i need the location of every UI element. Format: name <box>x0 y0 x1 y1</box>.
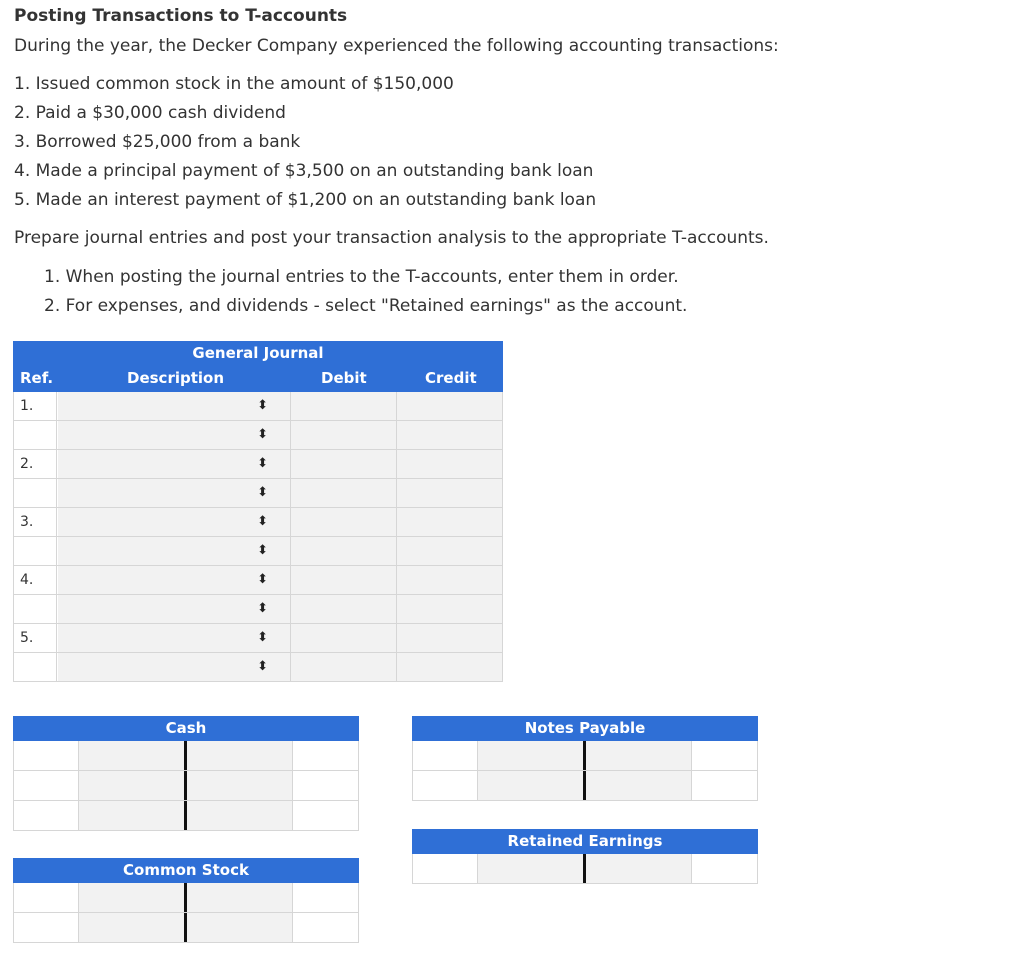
credit-ref-input[interactable] <box>293 801 359 830</box>
credit-input[interactable] <box>397 392 503 420</box>
journal-row <box>13 595 503 624</box>
journal-ref <box>13 595 57 623</box>
t-account-title: Retained Earnings <box>412 829 758 854</box>
t-account-notes-payable <box>412 716 758 801</box>
transaction-5: 5. Made an interest payment of $1,200 on an outstanding bank loan <box>14 190 597 210</box>
credit-input[interactable] <box>397 624 503 652</box>
credit-input[interactable] <box>397 537 503 565</box>
t-account-cash <box>13 716 359 831</box>
debit-amount-input[interactable] <box>478 741 584 770</box>
account-select[interactable] <box>58 450 291 478</box>
credit-ref-input[interactable] <box>692 854 758 883</box>
credit-amount-input[interactable] <box>185 741 293 770</box>
t-account-title: Common Stock <box>13 858 359 883</box>
journal-header <box>13 341 503 392</box>
credit-amount-input[interactable] <box>584 741 692 770</box>
credit-ref-input[interactable] <box>692 771 758 800</box>
account-select[interactable] <box>58 392 291 420</box>
col-debit: Debit <box>321 369 367 387</box>
debit-ref-input[interactable] <box>412 854 478 883</box>
credit-input[interactable] <box>397 653 503 681</box>
credit-input[interactable] <box>397 508 503 536</box>
credit-amount-input[interactable] <box>185 801 293 830</box>
journal-row <box>13 537 503 566</box>
t-account-row <box>13 771 359 801</box>
debit-input[interactable] <box>291 653 397 681</box>
debit-input[interactable] <box>291 421 397 449</box>
debit-input[interactable] <box>291 450 397 478</box>
t-divider <box>184 883 187 912</box>
credit-input[interactable] <box>397 595 503 623</box>
journal-row <box>13 653 503 682</box>
journal-caption: General Journal <box>192 344 324 362</box>
journal-row <box>13 566 503 595</box>
account-select[interactable] <box>58 566 291 594</box>
journal-row <box>13 392 503 421</box>
t-account-row <box>412 854 758 884</box>
sort-arrows-icon: ⬍ <box>257 485 268 500</box>
debit-amount-input[interactable] <box>79 741 185 770</box>
account-select[interactable] <box>58 653 291 681</box>
sort-arrows-icon: ⬍ <box>257 543 268 558</box>
debit-ref-input[interactable] <box>13 801 79 830</box>
sort-arrows-icon: ⬍ <box>257 601 268 616</box>
account-select[interactable] <box>58 479 291 507</box>
sort-arrows-icon: ⬍ <box>257 659 268 674</box>
debit-input[interactable] <box>291 595 397 623</box>
general-journal-table <box>13 341 503 682</box>
journal-ref: 2. <box>13 450 57 478</box>
credit-input[interactable] <box>397 479 503 507</box>
credit-amount-input[interactable] <box>185 771 293 800</box>
t-divider <box>184 913 187 942</box>
credit-amount-input[interactable] <box>584 771 692 800</box>
instruction-text: Prepare journal entries and post your transaction analysis to the appropriate T-accounts. <box>14 228 769 248</box>
col-ref: Ref. <box>20 369 54 387</box>
t-account-row <box>412 741 758 771</box>
transaction-3: 3. Borrowed $25,000 from a bank <box>14 132 301 152</box>
transaction-4: 4. Made a principal payment of $3,500 on an outstanding bank loan <box>14 161 594 181</box>
journal-ref <box>13 479 57 507</box>
debit-ref-input[interactable] <box>13 883 79 912</box>
debit-input[interactable] <box>291 537 397 565</box>
debit-amount-input[interactable] <box>79 801 185 830</box>
credit-input[interactable] <box>397 566 503 594</box>
t-account-row <box>13 883 359 913</box>
col-credit: Credit <box>425 369 477 387</box>
journal-row <box>13 421 503 450</box>
journal-ref: 1. <box>13 392 57 420</box>
journal-ref: 5. <box>13 624 57 652</box>
account-select[interactable] <box>58 595 291 623</box>
debit-input[interactable] <box>291 508 397 536</box>
credit-ref-input[interactable] <box>692 741 758 770</box>
credit-ref-input[interactable] <box>293 741 359 770</box>
t-divider <box>583 741 586 770</box>
debit-amount-input[interactable] <box>79 913 185 942</box>
account-select[interactable] <box>58 508 291 536</box>
t-divider <box>184 801 187 830</box>
t-account-title: Cash <box>13 716 359 741</box>
page-title: Posting Transactions to T-accounts <box>14 6 348 26</box>
account-select[interactable] <box>58 624 291 652</box>
note-2: 2. For expenses, and dividends - select "Retained earnings" as the account. <box>44 296 688 316</box>
transaction-1: 1. Issued common stock in the amount of $150,000 <box>14 74 454 94</box>
credit-amount-input[interactable] <box>185 913 293 942</box>
debit-input[interactable] <box>291 566 397 594</box>
debit-amount-input[interactable] <box>478 854 584 883</box>
t-account-row <box>412 771 758 801</box>
journal-ref: 3. <box>13 508 57 536</box>
debit-ref-input[interactable] <box>13 771 79 800</box>
debit-ref-input[interactable] <box>412 771 478 800</box>
t-divider <box>184 741 187 770</box>
t-account-title: Notes Payable <box>412 716 758 741</box>
t-account-row <box>13 741 359 771</box>
debit-ref-input[interactable] <box>13 741 79 770</box>
journal-row <box>13 450 503 479</box>
journal-ref <box>13 421 57 449</box>
journal-ref <box>13 537 57 565</box>
t-divider <box>583 771 586 800</box>
t-divider <box>583 854 586 883</box>
debit-ref-input[interactable] <box>13 913 79 942</box>
credit-input[interactable] <box>397 421 503 449</box>
t-account-row <box>13 913 359 943</box>
debit-amount-input[interactable] <box>79 771 185 800</box>
account-select[interactable] <box>58 537 291 565</box>
account-select[interactable] <box>58 421 291 449</box>
t-account-row <box>13 801 359 831</box>
journal-row <box>13 479 503 508</box>
debit-input[interactable] <box>291 392 397 420</box>
credit-amount-input[interactable] <box>584 854 692 883</box>
debit-amount-input[interactable] <box>79 883 185 912</box>
credit-input[interactable] <box>397 450 503 478</box>
journal-ref: 4. <box>13 566 57 594</box>
debit-ref-input[interactable] <box>412 741 478 770</box>
journal-ref <box>13 653 57 681</box>
t-divider <box>184 771 187 800</box>
journal-row <box>13 624 503 653</box>
sort-arrows-icon: ⬍ <box>257 630 268 645</box>
intro-text: During the year, the Decker Company experienced the following accounting transactions: <box>14 36 779 56</box>
credit-amount-input[interactable] <box>185 883 293 912</box>
sort-arrows-icon: ⬍ <box>257 456 268 471</box>
debit-input[interactable] <box>291 624 397 652</box>
sort-arrows-icon: ⬍ <box>257 398 268 413</box>
journal-body <box>13 392 503 682</box>
credit-ref-input[interactable] <box>293 883 359 912</box>
t-account-retained-earnings <box>412 829 758 884</box>
credit-ref-input[interactable] <box>293 913 359 942</box>
journal-row <box>13 508 503 537</box>
transaction-2: 2. Paid a $30,000 cash dividend <box>14 103 286 123</box>
sort-arrows-icon: ⬍ <box>257 427 268 442</box>
sort-arrows-icon: ⬍ <box>257 572 268 587</box>
debit-amount-input[interactable] <box>478 771 584 800</box>
col-description: Description <box>127 369 225 387</box>
sort-arrows-icon: ⬍ <box>257 514 268 529</box>
note-1: 1. When posting the journal entries to the T-accounts, enter them in order. <box>44 267 679 287</box>
debit-input[interactable] <box>291 479 397 507</box>
credit-ref-input[interactable] <box>293 771 359 800</box>
t-account-common-stock <box>13 858 359 943</box>
